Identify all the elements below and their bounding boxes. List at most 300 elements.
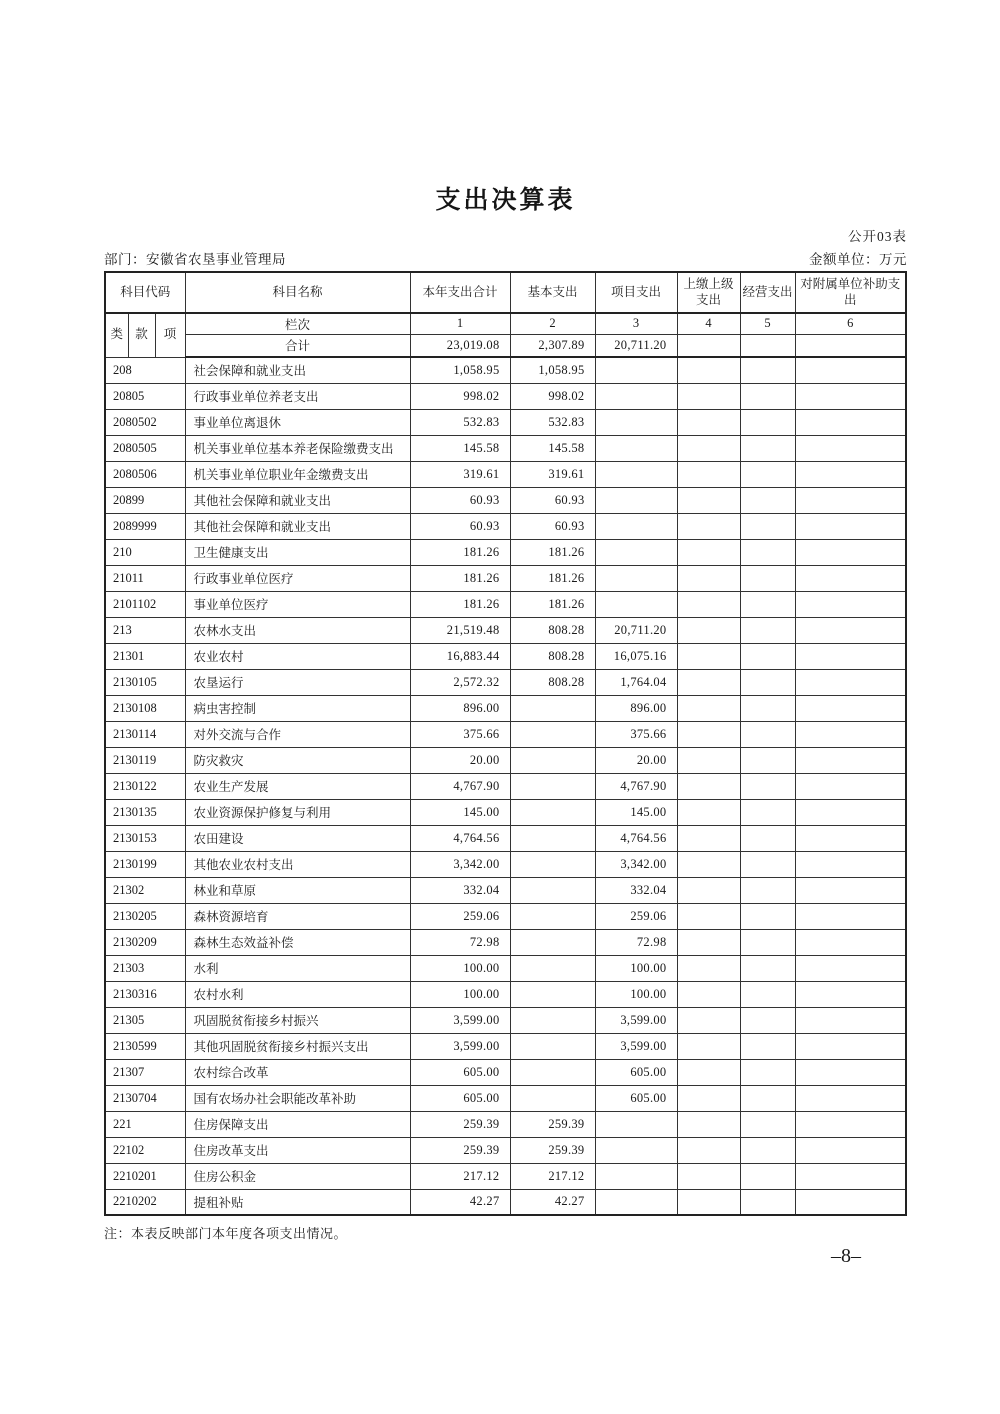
table-row bbox=[105, 747, 906, 773]
value-cell bbox=[510, 1007, 595, 1033]
value-cell: 217.12 bbox=[510, 1163, 595, 1189]
value-cell bbox=[595, 383, 677, 409]
value-cell: 259.39 bbox=[410, 1137, 510, 1163]
value-cell: 3,342.00 bbox=[410, 851, 510, 877]
value-cell bbox=[740, 487, 795, 513]
value-cell: 605.00 bbox=[595, 1085, 677, 1111]
subject-name-cell: 对外交流与合作 bbox=[185, 721, 410, 747]
value-cell bbox=[677, 461, 740, 487]
value-cell: 532.83 bbox=[410, 409, 510, 435]
value-cell bbox=[595, 539, 677, 565]
value-cell bbox=[740, 1111, 795, 1137]
value-cell bbox=[740, 461, 795, 487]
value-cell: 42.27 bbox=[510, 1189, 595, 1215]
value-cell: 60.93 bbox=[410, 487, 510, 513]
value-cell bbox=[595, 487, 677, 513]
value-cell bbox=[795, 1033, 906, 1059]
subject-code-cell: 2089999 bbox=[105, 513, 185, 539]
value-cell bbox=[795, 461, 906, 487]
subject-name-cell: 病虫害控制 bbox=[185, 695, 410, 721]
value-cell bbox=[677, 773, 740, 799]
value-cell bbox=[740, 695, 795, 721]
value-cell bbox=[510, 1059, 595, 1085]
value-cell bbox=[740, 747, 795, 773]
value-cell bbox=[510, 695, 595, 721]
table-row bbox=[105, 565, 906, 591]
value-cell bbox=[510, 721, 595, 747]
value-cell bbox=[677, 981, 740, 1007]
value-cell: 181.26 bbox=[510, 565, 595, 591]
page-number: –8– bbox=[831, 1245, 861, 1267]
value-cell: 181.26 bbox=[510, 539, 595, 565]
table-row bbox=[105, 1059, 906, 1085]
value-cell bbox=[740, 851, 795, 877]
table-row bbox=[105, 721, 906, 747]
value-cell: 145.58 bbox=[410, 435, 510, 461]
subject-code-cell: 2130119 bbox=[105, 747, 185, 773]
subject-name-cell: 机关事业单位职业年金缴费支出 bbox=[185, 461, 410, 487]
table-row bbox=[105, 851, 906, 877]
table-row bbox=[105, 461, 906, 487]
value-cell bbox=[740, 929, 795, 955]
value-cell bbox=[595, 1137, 677, 1163]
col-header-project: 项目支出 bbox=[595, 272, 677, 313]
value-cell bbox=[677, 565, 740, 591]
value-cell bbox=[795, 1163, 906, 1189]
value-cell bbox=[740, 409, 795, 435]
table-row bbox=[105, 435, 906, 461]
value-cell bbox=[510, 929, 595, 955]
rank-number-2: 2 bbox=[510, 313, 595, 334]
subject-code-cell: 2130199 bbox=[105, 851, 185, 877]
value-cell: 896.00 bbox=[595, 695, 677, 721]
subject-name-cell: 其他巩固脱贫衔接乡村振兴支出 bbox=[185, 1033, 410, 1059]
value-cell: 4,764.56 bbox=[595, 825, 677, 851]
table-row bbox=[105, 799, 906, 825]
value-cell: 20.00 bbox=[595, 747, 677, 773]
subject-code-cell: 2130153 bbox=[105, 825, 185, 851]
value-cell bbox=[595, 513, 677, 539]
value-cell bbox=[795, 1059, 906, 1085]
value-cell: 42.27 bbox=[410, 1189, 510, 1215]
table-row bbox=[105, 981, 906, 1007]
value-cell: 259.39 bbox=[410, 1111, 510, 1137]
subcol-item: 项 bbox=[155, 313, 185, 357]
table-row bbox=[105, 643, 906, 669]
subject-name-cell: 农垦运行 bbox=[185, 669, 410, 695]
subject-code-cell: 2130704 bbox=[105, 1085, 185, 1111]
value-cell: 16,883.44 bbox=[410, 643, 510, 669]
value-cell bbox=[677, 513, 740, 539]
value-cell: 145.00 bbox=[410, 799, 510, 825]
value-cell bbox=[795, 799, 906, 825]
value-cell: 319.61 bbox=[410, 461, 510, 487]
subject-name-cell: 其他社会保障和就业支出 bbox=[185, 487, 410, 513]
value-cell: 4,767.90 bbox=[595, 773, 677, 799]
total-label: 合计 bbox=[185, 334, 410, 357]
col-header-subject-name: 科目名称 bbox=[185, 272, 410, 313]
value-cell bbox=[677, 1033, 740, 1059]
value-cell: 100.00 bbox=[410, 955, 510, 981]
table-row bbox=[105, 1033, 906, 1059]
table-row bbox=[105, 487, 906, 513]
value-cell: 145.58 bbox=[510, 435, 595, 461]
value-cell bbox=[795, 513, 906, 539]
table-row bbox=[105, 1189, 906, 1215]
value-cell: 605.00 bbox=[410, 1085, 510, 1111]
value-cell: 100.00 bbox=[595, 981, 677, 1007]
header-row-rank bbox=[105, 313, 906, 334]
value-cell: 3,599.00 bbox=[410, 1007, 510, 1033]
subject-code-cell: 21301 bbox=[105, 643, 185, 669]
total-value-2: 2,307.89 bbox=[510, 334, 595, 357]
value-cell bbox=[795, 747, 906, 773]
subject-code-cell: 2130209 bbox=[105, 929, 185, 955]
subject-code-cell: 2130316 bbox=[105, 981, 185, 1007]
value-cell bbox=[740, 435, 795, 461]
value-cell bbox=[677, 955, 740, 981]
value-cell bbox=[510, 1085, 595, 1111]
value-cell bbox=[795, 1085, 906, 1111]
value-cell: 181.26 bbox=[510, 591, 595, 617]
table-row bbox=[105, 539, 906, 565]
value-cell bbox=[795, 1111, 906, 1137]
table-row bbox=[105, 1137, 906, 1163]
value-cell: 145.00 bbox=[595, 799, 677, 825]
subject-code-cell: 2210202 bbox=[105, 1189, 185, 1215]
value-cell bbox=[677, 1007, 740, 1033]
value-cell bbox=[795, 929, 906, 955]
value-cell bbox=[677, 435, 740, 461]
value-cell bbox=[595, 461, 677, 487]
value-cell bbox=[595, 357, 677, 383]
table-row bbox=[105, 903, 906, 929]
value-cell bbox=[740, 955, 795, 981]
value-cell bbox=[510, 877, 595, 903]
subject-name-cell: 行政事业单位医疗 bbox=[185, 565, 410, 591]
value-cell bbox=[510, 955, 595, 981]
value-cell bbox=[795, 669, 906, 695]
value-cell: 808.28 bbox=[510, 617, 595, 643]
value-cell: 896.00 bbox=[410, 695, 510, 721]
value-cell bbox=[795, 1137, 906, 1163]
value-cell bbox=[595, 1189, 677, 1215]
department-label: 部门：安徽省农垦事业管理局 bbox=[104, 252, 286, 267]
value-cell: 4,767.90 bbox=[410, 773, 510, 799]
value-cell bbox=[740, 721, 795, 747]
value-cell bbox=[677, 1189, 740, 1215]
value-cell bbox=[677, 1111, 740, 1137]
value-cell bbox=[795, 955, 906, 981]
value-cell bbox=[677, 409, 740, 435]
value-cell: 1,058.95 bbox=[510, 357, 595, 383]
value-cell: 4,764.56 bbox=[410, 825, 510, 851]
subject-code-cell: 21307 bbox=[105, 1059, 185, 1085]
subject-name-cell: 卫生健康支出 bbox=[185, 539, 410, 565]
rank-number-5: 5 bbox=[740, 313, 795, 334]
total-value-1: 23,019.08 bbox=[410, 334, 510, 357]
value-cell bbox=[510, 773, 595, 799]
col-header-operating: 经营支出 bbox=[740, 272, 795, 313]
value-cell bbox=[595, 435, 677, 461]
rank-number-1: 1 bbox=[410, 313, 510, 334]
value-cell bbox=[795, 1007, 906, 1033]
value-cell bbox=[795, 487, 906, 513]
subcol-section: 款 bbox=[128, 313, 155, 357]
subject-name-cell: 其他社会保障和就业支出 bbox=[185, 513, 410, 539]
value-cell bbox=[795, 981, 906, 1007]
value-cell bbox=[740, 1033, 795, 1059]
value-cell bbox=[795, 565, 906, 591]
table-row bbox=[105, 669, 906, 695]
col-header-superior: 上缴上级支出 bbox=[677, 272, 740, 313]
subject-name-cell: 国有农场办社会职能改革补助 bbox=[185, 1085, 410, 1111]
value-cell bbox=[795, 877, 906, 903]
value-cell bbox=[677, 929, 740, 955]
subject-code-cell: 21011 bbox=[105, 565, 185, 591]
table-row bbox=[105, 773, 906, 799]
table-row bbox=[105, 955, 906, 981]
subject-code-cell: 2080502 bbox=[105, 409, 185, 435]
value-cell bbox=[677, 617, 740, 643]
value-cell bbox=[677, 695, 740, 721]
subject-name-cell: 住房改革支出 bbox=[185, 1137, 410, 1163]
subject-name-cell: 提租补贴 bbox=[185, 1189, 410, 1215]
subcol-class: 类 bbox=[105, 313, 128, 357]
table-row bbox=[105, 513, 906, 539]
subject-name-cell: 森林生态效益补偿 bbox=[185, 929, 410, 955]
unit-label: 金额单位：万元 bbox=[809, 252, 907, 267]
value-cell bbox=[510, 747, 595, 773]
value-cell bbox=[740, 1085, 795, 1111]
header-row-total bbox=[105, 334, 906, 357]
subject-code-cell: 20805 bbox=[105, 383, 185, 409]
table-row bbox=[105, 877, 906, 903]
subject-name-cell: 农业农村 bbox=[185, 643, 410, 669]
value-cell bbox=[740, 1163, 795, 1189]
table-row bbox=[105, 1163, 906, 1189]
value-cell: 259.39 bbox=[510, 1137, 595, 1163]
value-cell bbox=[795, 643, 906, 669]
value-cell bbox=[510, 903, 595, 929]
value-cell: 72.98 bbox=[410, 929, 510, 955]
value-cell: 605.00 bbox=[595, 1059, 677, 1085]
value-cell bbox=[677, 799, 740, 825]
value-cell bbox=[595, 409, 677, 435]
subject-name-cell: 住房保障支出 bbox=[185, 1111, 410, 1137]
value-cell bbox=[740, 591, 795, 617]
value-cell bbox=[740, 825, 795, 851]
value-cell: 332.04 bbox=[595, 877, 677, 903]
subject-name-cell: 巩固脱贫衔接乡村振兴 bbox=[185, 1007, 410, 1033]
value-cell: 181.26 bbox=[410, 539, 510, 565]
value-cell: 808.28 bbox=[510, 643, 595, 669]
value-cell bbox=[677, 1059, 740, 1085]
value-cell bbox=[677, 669, 740, 695]
value-cell bbox=[677, 851, 740, 877]
table-row bbox=[105, 591, 906, 617]
value-cell: 319.61 bbox=[510, 461, 595, 487]
value-cell bbox=[677, 721, 740, 747]
header-row-main bbox=[105, 272, 906, 313]
value-cell bbox=[677, 539, 740, 565]
value-cell bbox=[677, 1137, 740, 1163]
subject-code-cell: 20899 bbox=[105, 487, 185, 513]
value-cell bbox=[795, 773, 906, 799]
value-cell bbox=[795, 539, 906, 565]
table-row bbox=[105, 695, 906, 721]
total-value-6 bbox=[795, 334, 906, 357]
value-cell bbox=[740, 1059, 795, 1085]
value-cell bbox=[740, 643, 795, 669]
total-value-3: 20,711.20 bbox=[595, 334, 677, 357]
subject-name-cell: 林业和草原 bbox=[185, 877, 410, 903]
table-row bbox=[105, 1111, 906, 1137]
page-title: 支出决算表 bbox=[435, 186, 576, 214]
value-cell: 60.93 bbox=[510, 487, 595, 513]
value-cell: 532.83 bbox=[510, 409, 595, 435]
value-cell bbox=[677, 643, 740, 669]
value-cell bbox=[595, 1163, 677, 1189]
value-cell: 100.00 bbox=[595, 955, 677, 981]
subject-code-cell: 208 bbox=[105, 357, 185, 383]
value-cell bbox=[795, 1189, 906, 1215]
value-cell bbox=[740, 1007, 795, 1033]
value-cell bbox=[595, 591, 677, 617]
meta-row bbox=[104, 248, 907, 268]
value-cell bbox=[795, 825, 906, 851]
subject-code-cell: 21302 bbox=[105, 877, 185, 903]
total-value-5 bbox=[740, 334, 795, 357]
value-cell: 21,519.48 bbox=[410, 617, 510, 643]
subject-code-cell: 2130205 bbox=[105, 903, 185, 929]
subject-name-cell: 机关事业单位基本养老保险缴费支出 bbox=[185, 435, 410, 461]
subject-name-cell: 住房公积金 bbox=[185, 1163, 410, 1189]
table-row bbox=[105, 409, 906, 435]
value-cell bbox=[677, 825, 740, 851]
value-cell: 375.66 bbox=[410, 721, 510, 747]
rank-number-3: 3 bbox=[595, 313, 677, 334]
value-cell bbox=[677, 877, 740, 903]
subject-name-cell: 农田建设 bbox=[185, 825, 410, 851]
value-cell bbox=[740, 981, 795, 1007]
subject-name-cell: 事业单位离退休 bbox=[185, 409, 410, 435]
subject-code-cell: 2130114 bbox=[105, 721, 185, 747]
value-cell bbox=[677, 383, 740, 409]
subject-name-cell: 社会保障和就业支出 bbox=[185, 357, 410, 383]
value-cell bbox=[740, 1189, 795, 1215]
value-cell: 60.93 bbox=[410, 513, 510, 539]
subject-name-cell: 行政事业单位养老支出 bbox=[185, 383, 410, 409]
subject-code-cell: 21303 bbox=[105, 955, 185, 981]
subject-code-cell: 2210201 bbox=[105, 1163, 185, 1189]
value-cell bbox=[510, 851, 595, 877]
expenditure-table bbox=[104, 271, 907, 1216]
value-cell: 1,764.04 bbox=[595, 669, 677, 695]
value-cell: 259.39 bbox=[510, 1111, 595, 1137]
subject-name-cell: 其他农业农村支出 bbox=[185, 851, 410, 877]
value-cell: 217.12 bbox=[410, 1163, 510, 1189]
table-row bbox=[105, 357, 906, 383]
col-header-subsidy: 对附属单位补助支出 bbox=[795, 272, 906, 313]
value-cell: 60.93 bbox=[510, 513, 595, 539]
value-cell: 998.02 bbox=[410, 383, 510, 409]
subject-name-cell: 农林水支出 bbox=[185, 617, 410, 643]
value-cell bbox=[677, 591, 740, 617]
value-cell bbox=[795, 851, 906, 877]
subject-code-cell: 2130122 bbox=[105, 773, 185, 799]
value-cell: 332.04 bbox=[410, 877, 510, 903]
value-cell: 100.00 bbox=[410, 981, 510, 1007]
value-cell: 808.28 bbox=[510, 669, 595, 695]
rank-number-4: 4 bbox=[677, 313, 740, 334]
subject-name-cell: 农村综合改革 bbox=[185, 1059, 410, 1085]
value-cell bbox=[510, 825, 595, 851]
value-cell: 181.26 bbox=[410, 565, 510, 591]
value-cell bbox=[795, 721, 906, 747]
value-cell bbox=[795, 383, 906, 409]
value-cell bbox=[510, 799, 595, 825]
subject-code-cell: 2130599 bbox=[105, 1033, 185, 1059]
subject-name-cell: 农业生产发展 bbox=[185, 773, 410, 799]
value-cell bbox=[740, 383, 795, 409]
value-cell bbox=[595, 1111, 677, 1137]
table-row bbox=[105, 825, 906, 851]
value-cell: 181.26 bbox=[410, 591, 510, 617]
value-cell: 3,599.00 bbox=[595, 1033, 677, 1059]
value-cell: 605.00 bbox=[410, 1059, 510, 1085]
rank-label: 栏次 bbox=[185, 313, 410, 334]
value-cell bbox=[677, 903, 740, 929]
value-cell: 259.06 bbox=[595, 903, 677, 929]
subject-code-cell: 213 bbox=[105, 617, 185, 643]
value-cell bbox=[795, 695, 906, 721]
value-cell bbox=[795, 409, 906, 435]
subject-code-cell: 210 bbox=[105, 539, 185, 565]
subject-name-cell: 水利 bbox=[185, 955, 410, 981]
value-cell bbox=[510, 1033, 595, 1059]
subject-name-cell: 防灾救灾 bbox=[185, 747, 410, 773]
value-cell bbox=[677, 357, 740, 383]
table-row bbox=[105, 383, 906, 409]
value-cell bbox=[740, 773, 795, 799]
value-cell bbox=[795, 617, 906, 643]
subject-code-cell: 2130108 bbox=[105, 695, 185, 721]
value-cell: 998.02 bbox=[510, 383, 595, 409]
value-cell bbox=[795, 435, 906, 461]
value-cell bbox=[740, 903, 795, 929]
table-row bbox=[105, 1007, 906, 1033]
col-header-total: 本年支出合计 bbox=[410, 272, 510, 313]
col-header-basic: 基本支出 bbox=[510, 272, 595, 313]
value-cell bbox=[595, 565, 677, 591]
form-number-label: 公开03表 bbox=[848, 229, 907, 244]
value-cell bbox=[740, 357, 795, 383]
subject-name-cell: 农业资源保护修复与利用 bbox=[185, 799, 410, 825]
value-cell bbox=[740, 617, 795, 643]
table-body bbox=[105, 357, 906, 1215]
table-row bbox=[105, 617, 906, 643]
value-cell bbox=[740, 1137, 795, 1163]
subject-code-cell: 221 bbox=[105, 1111, 185, 1137]
table-row bbox=[105, 1085, 906, 1111]
footnote: 注：本表反映部门本年度各项支出情况。 bbox=[104, 1226, 348, 1241]
value-cell: 20,711.20 bbox=[595, 617, 677, 643]
subject-name-cell: 农村水利 bbox=[185, 981, 410, 1007]
subject-code-cell: 22102 bbox=[105, 1137, 185, 1163]
rank-number-6: 6 bbox=[795, 313, 906, 334]
subject-code-cell: 2130135 bbox=[105, 799, 185, 825]
